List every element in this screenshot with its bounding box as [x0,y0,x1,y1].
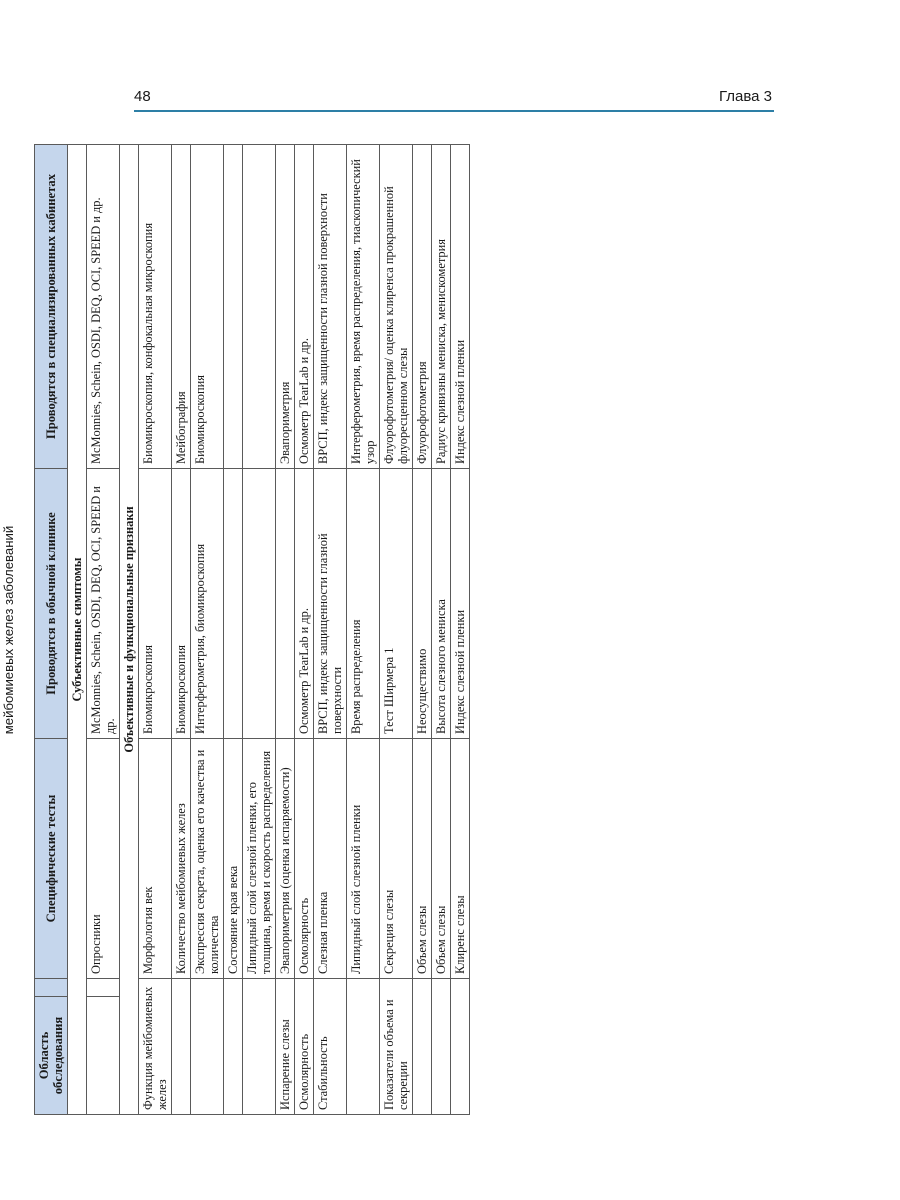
cell-special: Биомикроскопия [191,145,224,469]
cell-special: Флуорофотометрия [413,145,432,469]
cell-special [243,145,276,469]
cell-area [451,979,470,1115]
cell-gap [87,979,120,997]
section-row [120,145,139,1115]
diagnostic-tests-table [34,144,470,1115]
cell-clinic [276,469,295,739]
cell-special: Интерферометрия, время распределения, тиаскопический узор [347,145,380,469]
cell-special: ВРСП, индекс защищенности глазной поверхности [314,145,347,469]
cell-test: Объем слезы [432,739,451,979]
cell-area [432,979,451,1115]
cell-area [191,979,224,1115]
cell-test: Осмолярность [295,739,314,979]
cell-test: Слезная пленка [314,739,347,979]
cell-clinic: Высота слезного мениска [432,469,451,739]
cell-special: Мейбография [172,145,191,469]
cell-test: Количество мейбомиевых желез [172,739,191,979]
cell-area [224,979,243,1115]
table-row [451,145,470,1115]
caption-text: мейбомиевых желез заболеваний [1,525,16,735]
header-clinic: Проводятся в обычной клинике [35,469,68,739]
cell-clinic [224,469,243,739]
table-row [172,145,191,1115]
cell-clinic: Осмометр TearLab и др. [295,469,314,739]
cell-area: Стабильность [314,979,347,1115]
cell-clinic: Интерферометрия, биомикроскопия [191,469,224,739]
header-area: Область обследования [35,997,68,1115]
table-row [314,145,347,1115]
rotated-table-block [0,145,620,1115]
section-subjective: Субъективные симптомы [68,145,87,1115]
cell-special: Эвапориметрия [276,145,295,469]
cell-area [172,979,191,1115]
table-row [139,145,172,1115]
cell-special: Биомикроскопия, конфокальная микроскопия [139,145,172,469]
cell-special: McMonnies, Schein, OSDI, DEQ, OCI, SPEED и др. [87,145,120,469]
chapter-title: Глава 3 [718,88,772,105]
table-row [413,145,432,1115]
cell-test: Липидный слой слезной пленки, его толщина, время и скорость распределения [243,739,276,979]
table-row [347,145,380,1115]
cell-special: Флуорофотометрия/ оценка клиренса прокрашенной флуоресценном слезы [380,145,413,469]
cell-special: Радиус кривизны мениска, менискометрия [432,145,451,469]
page-number: 48 [134,88,151,105]
header-special: Проводятся в специализированных кабинетах [35,145,68,469]
cell-test: Объем слезы [413,739,432,979]
table-row [87,145,120,1115]
section-objective: Объективные и функциональные признаки [120,145,139,1115]
cell-clinic: Тест Ширмера 1 [380,469,413,739]
cell-clinic: ВРСП, индекс защищенности глазной поверхности [314,469,347,739]
table-row [276,145,295,1115]
cell-clinic: McMonnies, Schein, OSDI, DEQ, OCI, SPEED и др. [87,469,120,739]
table-row [243,145,276,1115]
header-rule [134,110,774,112]
table-row [432,145,451,1115]
header-gap [35,979,68,997]
cell-test: Эвапориметрия (оценка испаряемости) [276,739,295,979]
table-row [380,145,413,1115]
cell-area: Функция мейбомиевых желез [139,979,172,1115]
cell-clinic: Время распределения [347,469,380,739]
table-row [224,145,243,1115]
cell-area [413,979,432,1115]
cell-clinic: Биомикроскопия [172,469,191,739]
cell-area [243,979,276,1115]
table-header-row [35,145,68,1115]
cell-test: Липидный слой слезной пленки [347,739,380,979]
cell-test: Состояние края века [224,739,243,979]
cell-clinic: Неосуществимо [413,469,432,739]
cell-test: Клиренс слезы [451,739,470,979]
table-row [295,145,314,1115]
cell-test: Морфология век [139,739,172,979]
cell-clinic: Биомикроскопия [139,469,172,739]
cell-area: Показатели объема и секреции [380,979,413,1115]
table-caption [0,145,34,1115]
cell-special [224,145,243,469]
cell-area: Испарение слезы [276,979,295,1115]
cell-clinic: Индекс слезной пленки [451,469,470,739]
header-tests: Специфические тесты [35,739,68,979]
cell-area: Осмолярность [295,979,314,1115]
cell-special: Индекс слезной пленки [451,145,470,469]
cell-clinic [243,469,276,739]
cell-test: Секреция слезы [380,739,413,979]
cell-area [347,979,380,1115]
cell-test: Экспрессия секрета, оценка его качества и количества [191,739,224,979]
cell-special: Осмометр TearLab и др. [295,145,314,469]
section-row [68,145,87,1115]
table-row [191,145,224,1115]
cell-area [87,997,120,1115]
cell-test: Опросники [87,739,120,979]
